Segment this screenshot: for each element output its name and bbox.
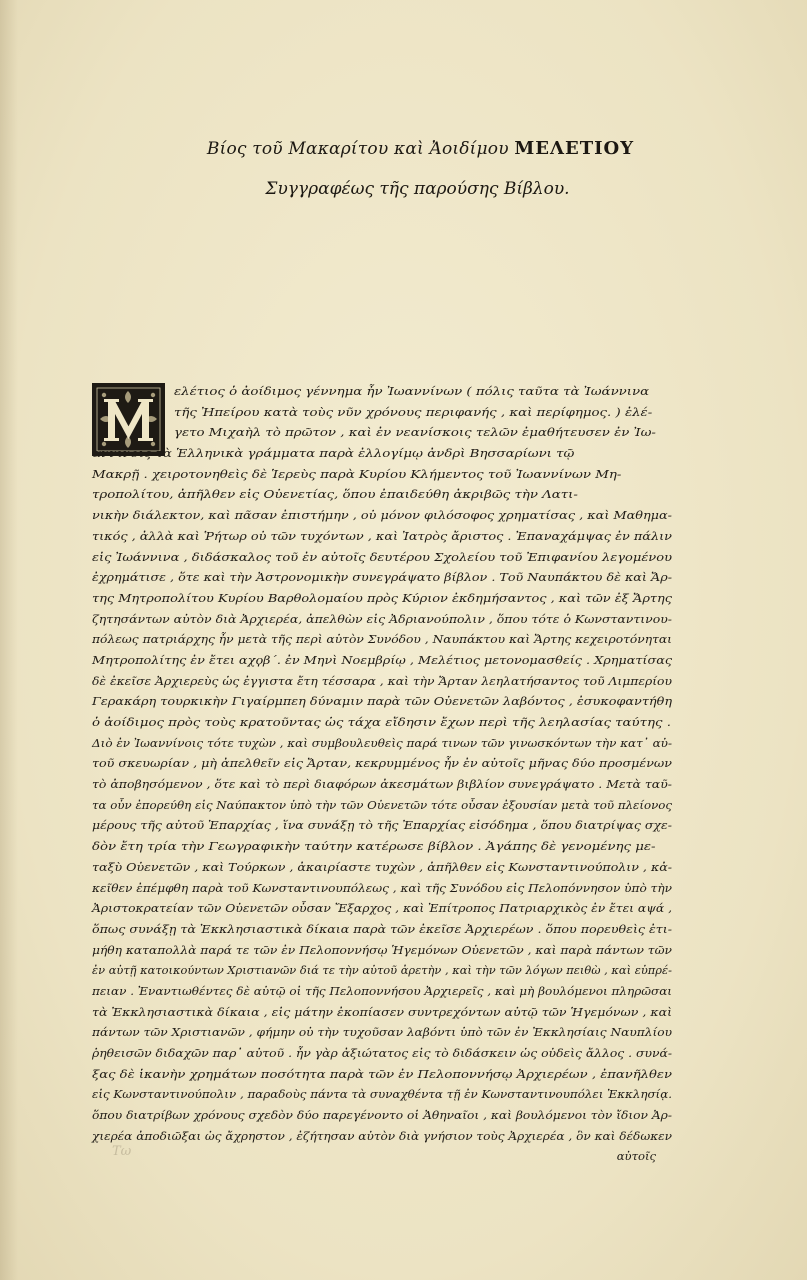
text-line: πάντων τῶν Χριστιανῶν , φήμην οὐ τὴν τυχοῦσαν λαβόντι ὑπὸ τῶν ἐν Ἐκκλησίαις Ναυπλίου bbox=[92, 1025, 672, 1040]
text-line: τα οὖν ἐπορεύθη εἰς Ναύπακτον ὑπὸ τὴν τῶν Οὐενετῶν τότε οὖσαν ἐξουσίαν μετὰ τοῦ πλείονος bbox=[92, 797, 672, 812]
heading-name: ΜΕΛΕΤΙΟΥ bbox=[514, 138, 635, 159]
text-line: τροπολίτου, ἀπῆλθεν εἰς Οὐενετίας, ὅπου ἐπαιδεύθη ἀκριβῶς τὴν Λατι- bbox=[92, 487, 578, 502]
text-line: ξας δὲ ἱκανὴν χρημάτων ποσότητα παρὰ τῶν ἐν Πελοποννήσῳ Ἀρχιερέων , ἐπανῆλθεν bbox=[92, 1066, 672, 1081]
text-line: γετο Μιχαὴλ τὸ πρῶτον , καὶ ἐν νεανίσκοις τελῶν ἐμαθήτευσεν ἐν Ἰω- bbox=[174, 425, 656, 440]
text-line: ταξὺ Οὐενετῶν , καὶ Τούρκων , ἀκαιρίαστε τυχὼν , ἀπῆλθεν εἰς Κωνσταντινούπολιν , κἀ- bbox=[92, 859, 672, 874]
heading-prefix: Βίος τοῦ Μακαρίτου καὶ Ἀοιδίμου bbox=[206, 139, 509, 159]
text-line: Ἀριστοκρατείαν τῶν Οὐενετῶν οὖσαν Ἔξαρχος , καὶ Ἐπίτροπος Πατριαρχικὸς ἐν ἔτει αψά , bbox=[92, 901, 672, 916]
text-line: Γερακάρη τουρκικὴν Γιγαίρμπεη δύναμιν παρὰ τῶν Οὐενετῶν λαβόντος , ἐσυκοφαντήθη bbox=[92, 694, 672, 709]
bleed-through-mark: Τω bbox=[112, 1144, 132, 1159]
text-line: τὰ Ἐκκλησιαστικὰ δίκαια , εἰς μάτην ἐκοπίασεν συντρεχόντων αὐτῷ τῶν Ἡγεμόνων , καὶ bbox=[92, 1004, 672, 1019]
text-line: τῆς Ἠπείρου κατὰ τοὺς νῦν χρόνους περιφανής , καὶ περίφημος. ) ἐλέ- bbox=[174, 404, 653, 419]
biography-text bbox=[92, 381, 672, 1167]
heading-line-1 bbox=[34, 138, 807, 159]
text-line: δὸν ἔτη τρία τὴν Γεωγραφικὴν ταύτην κατέρωσε βίβλον . Ἀγάπης δὲ γενομένης με- bbox=[92, 839, 656, 854]
text-line: εἰς Κωνσταντινούπολιν , παραδοὺς πάντα τὰ συναχθέντα τῇ ἐν Κωνσταντινουπόλει Ἐκκλησίᾳ. bbox=[92, 1087, 672, 1102]
catchword: αὐτοῖς bbox=[616, 1149, 656, 1164]
text-line: της Μητροπολίτου Κυρίου Βαρθολομαίου πρὸς Κύριον ἐκδημήσαντος , καὶ τῶν ἐξ Ἄρτης bbox=[92, 590, 672, 605]
text-line: μήθη καταπολλὰ παρά τε τῶν ἐν Πελοποννήσῳ Ἡγεμόνων Οὐενετῶν , καὶ παρὰ πάντων τῶν bbox=[92, 942, 672, 957]
text-line: Διὸ ἐν Ἰωαννίνοις τότε τυχὼν , καὶ συμβουλευθεὶς παρά τινων τῶν γινωσκόντων τὴν κατ᾽ αὐ- bbox=[92, 735, 672, 750]
text-line: ελέτιος ὁ ἀοίδιμος γέννημα ἦν Ἰωαννίνων ( πόλις ταῦτα τὰ Ἰωάννινα bbox=[174, 384, 650, 398]
text-line: τικός , ἀλλὰ καὶ Ῥήτωρ οὐ τῶν τυχόντων , καὶ Ἰατρὸς ἄριστος . Ἐπαναχάμψας ἐν πάλιν bbox=[92, 528, 672, 543]
text-line: τοῦ σκευωρίαν , μὴ ἀπελθεῖν εἰς Ἄρταν, κεκρυμμένος ἦν ἐν αὐτοῖς μῆνας δύο προσμένων bbox=[92, 756, 672, 771]
text-line: ὁ ἀοίδιμος πρὸς τοὺς κρατοῦντας ὡς τάχα εἴδησιν ἔχων περὶ τῆς λεηλασίας ταύτης . bbox=[92, 715, 671, 729]
text-line: χιερέα ἀποδιῶξαι ὡς ἄχρηστον , ἐζήτησαν αὐτὸν διὰ γνήσιον τοὺς Ἀρχιερέα , ὃν καὶ δέδωκεν bbox=[92, 1128, 672, 1143]
text-line: ἐν αὐτῇ κατοικούντων Χριστιανῶν διά τε τὴν αὐτοῦ ἀρετὴν , καὶ τὴν τῶν λόγων πειθὼ , καὶ εὐπρέ- bbox=[92, 963, 672, 978]
text-line: τὸ ἀποβησόμενον , ὅτε καὶ τὸ περὶ διαφόρων ἀκεσμάτων βιβλίον συνεγράψατο . Μετὰ ταῦ- bbox=[92, 777, 672, 792]
text-line: πειαν . Ἐναντιωθέντες δὲ αὐτῷ οἱ τῆς Πελοποννήσου Ἀρχιερεῖς , καὶ μὴ βουλόμενοι πληρῶσαι bbox=[92, 983, 672, 998]
text-line: ὅπου διατρίβων χρόνους σχεδὸν δύο παρεγένοντο οἱ Ἀθηναῖοι , καὶ βουλόμενοι τὸν ἴδιον Ἀρ- bbox=[92, 1108, 672, 1123]
text-line: ἐχρημάτισε , ὅτε καὶ τὴν Ἀστρονομικὴν συνεγράψατο βίβλον . Τοῦ Ναυπάκτου δὲ καὶ Ἄρ- bbox=[92, 570, 672, 585]
text-line: μέρους τῆς αὐτοῦ Ἐπαρχίας , ἵνα συνάξῃ τὸ τῆς Ἐπαρχίας εἰσόδημα , ὅπου διατρίψας σχε- bbox=[92, 818, 672, 833]
text-line: εἰς Ἰωάννινα , διδάσκαλος τοῦ ἐν αὐτοῖς δευτέρου Σχολείου τοῦ Ἐπιφανίου λεγομένου bbox=[92, 549, 672, 564]
text-line: πόλεως πατριάρχης ἦν μετὰ τῆς περὶ αὐτὸν Συνόδου , Ναυπάκτου καὶ Ἄρτης κεχειροτόνηται bbox=[92, 632, 672, 647]
text-line: Μητροπολίτης ἐν ἔτει αχϙβ΄. ἐν Μηνὶ Νοεμβρίῳ , Μελέτιος μετονομασθείς . Χρηματίσας bbox=[92, 652, 673, 667]
text-line: κεῖθεν ἐπέμφθη παρὰ τοῦ Κωνσταντινουπόλεως , καὶ τῆς Συνόδου εἰς Πελοπόννησον ὑπὸ τὴν bbox=[92, 880, 672, 895]
chapter-heading bbox=[0, 138, 807, 199]
text-line: αννίνοις τὰ Ἑλληνικὰ γράμματα παρὰ ἐλλογίμῳ ἀνδρὶ Βησσαρίωνι τῷ bbox=[92, 446, 575, 461]
heading-line-2: Συγγραφέως τῆς παρούσης Βίβλου. bbox=[265, 179, 570, 199]
text-line: δὲ ἐκεῖσε Ἀρχιερεὺς ὡς ἐγγιστα ἔτη τέσσαρα , καὶ τὴν Ἄρταν λεηλατήσαντος τοῦ Λιμπερίου bbox=[92, 673, 672, 688]
text-line: νικὴν διάλεκτον, καὶ πᾶσαν ἐπιστήμην , οὐ μόνον φιλόσοφος χρηματίσας , καὶ Μαθημα- bbox=[92, 508, 672, 523]
text-line: ῥηθεισῶν διδαχῶν παρ᾽ αὐτοῦ . ἦν γὰρ ἀξιώτατος εἰς τὸ διδάσκειν ὡς οὐδεὶς ἄλλος . συνά- bbox=[92, 1046, 672, 1060]
text-line: Μακρῇ . χειροτονηθεὶς δὲ Ἱερεὺς παρὰ Κυρίου Κλήμεντος τοῦ Ἰωαννίνων Μη- bbox=[92, 466, 622, 481]
text-line: ζητησάντων αὐτὸν διὰ Ἀρχιερέα, ἀπελθὼν εἰς Ἀδριανούπολιν , ὅπου τότε ὁ Κωνσταντινου- bbox=[92, 611, 672, 626]
text-line: ὅπως συνάξῃ τὰ Ἐκκλησιαστικὰ δίκαια παρὰ τῶν ἐκεῖσε Ἀρχιερέων . ὅπου πορευθεὶς ἐτι- bbox=[92, 921, 672, 936]
